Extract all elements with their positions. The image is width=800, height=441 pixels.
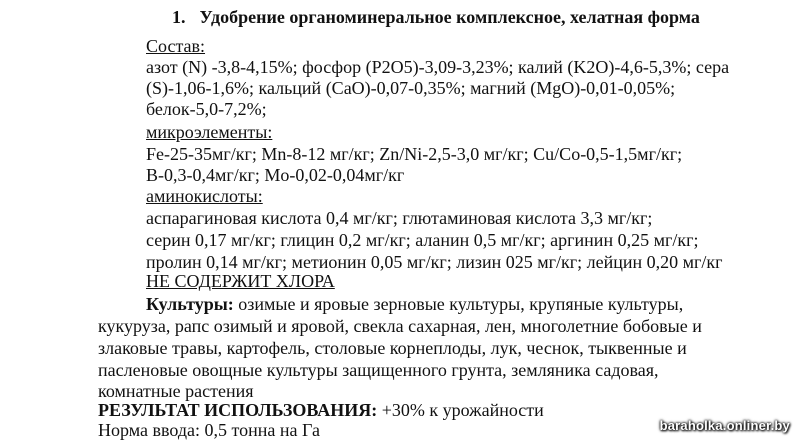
cultures-line-4: пасленовые овощные культуры защищенного грунта, земляника садовая, xyxy=(98,360,659,380)
amino-acids-line-3: пролин 0,14 мг/кг; метионин 0,05 мг/кг; лизин 025 мг/кг; лейцин 0,20 мг/кг xyxy=(146,252,723,272)
title-text: Удобрение органоминеральное комплексное, хелатная форма xyxy=(199,7,700,27)
composition-line-3: белок-5,0-7,2%; xyxy=(146,99,267,119)
result-text: +30% к урожайности xyxy=(381,400,544,420)
microelements-heading: микроэлементы: xyxy=(146,122,273,142)
cultures-line-1 xyxy=(146,293,683,315)
amino-acids-heading: аминокислоты: xyxy=(146,186,263,206)
microelements-line-1: Fe-25-35мг/кг; Mn-8-12 мг/кг; Zn/Ni-2,5-3,0 мг/кг; Cu/Co-0,5-1,5мг/кг; xyxy=(146,144,683,164)
composition-line-1: азот (N) -3,8-4,15%; фосфор (P2O5)-3,09-3,23%; калий (K2O)-4,6-5,3%; сера xyxy=(146,57,730,77)
norm-line: Норма ввода: 0,5 тонна на Га xyxy=(98,420,320,440)
amino-acids-line-2: серин 0,17 мг/кг; глицин 0,2 мг/кг; аланин 0,5 мг/кг; аргинин 0,25 мг/кг; xyxy=(146,230,699,250)
microelements-line-2: B-0,3-0,4мг/кг; Mo-0,02-0,04мг/кг xyxy=(146,165,405,185)
cultures-line-2: кукуруза, рапс озимый и яровой, свекла сахарная, лен, многолетние бобовые и xyxy=(98,316,702,336)
cultures-text-1: озимые и яровые зерновые культуры, крупяные культуры, xyxy=(238,294,684,314)
site-watermark: baraholka.onliner.by xyxy=(659,418,790,433)
composition-line-2: (S)-1,06-1,6%; кальций (CaO)-0,07-0,35%; магний (MgO)-0,01-0,05%; xyxy=(146,78,676,98)
cultures-label: Культуры: xyxy=(146,294,234,314)
document-title xyxy=(172,6,700,28)
title-number: 1. xyxy=(172,7,186,27)
amino-acids-line-1: аспарагиновая кислота 0,4 мг/кг; глютаминовая кислота 3,3 мг/кг; xyxy=(146,208,653,228)
result-line xyxy=(98,399,544,421)
cultures-line-5: комнатные растения xyxy=(98,381,254,401)
composition-heading: Состав: xyxy=(146,36,206,56)
result-label: РЕЗУЛЬТАТ ИСПОЛЬЗОВАНИЯ: xyxy=(98,400,378,420)
no-chlorine-note: НЕ СОДЕРЖИТ ХЛОРА xyxy=(146,271,335,291)
cultures-line-3: злаковые травы, картофель, столовые корнеплоды, лук, чеснок, тыквенные и xyxy=(98,338,687,358)
